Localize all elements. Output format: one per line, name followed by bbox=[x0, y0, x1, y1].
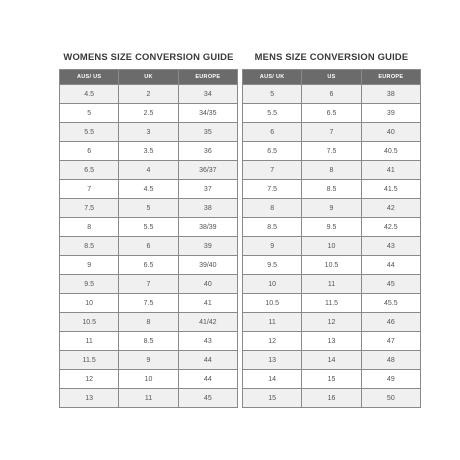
table-cell: 37 bbox=[178, 180, 237, 199]
table-row bbox=[243, 275, 421, 294]
col-header-us: US bbox=[302, 70, 361, 85]
table-cell: 11 bbox=[60, 332, 119, 351]
womens-guide-title: WOMENS SIZE CONVERSION GUIDE bbox=[63, 51, 234, 62]
table-cell: 13 bbox=[60, 389, 119, 408]
table-row bbox=[243, 294, 421, 313]
table-row bbox=[243, 218, 421, 237]
table-cell: 45.5 bbox=[361, 294, 420, 313]
table-row bbox=[60, 123, 238, 142]
table-cell: 8.5 bbox=[60, 237, 119, 256]
table-cell: 38 bbox=[361, 85, 420, 104]
table-cell: 10 bbox=[302, 237, 361, 256]
table-row bbox=[243, 180, 421, 199]
table-cell: 14 bbox=[243, 370, 302, 389]
table-cell: 11 bbox=[119, 389, 178, 408]
table-cell: 34/35 bbox=[178, 104, 237, 123]
table-cell: 8 bbox=[119, 313, 178, 332]
table-cell: 10.5 bbox=[302, 256, 361, 275]
table-cell: 47 bbox=[361, 332, 420, 351]
table-row bbox=[243, 370, 421, 389]
mens-size-table bbox=[242, 69, 421, 408]
table-cell: 11.5 bbox=[60, 351, 119, 370]
table-row bbox=[243, 123, 421, 142]
table-cell: 8.5 bbox=[243, 218, 302, 237]
table-cell: 10 bbox=[243, 275, 302, 294]
table-cell: 36/37 bbox=[178, 161, 237, 180]
table-cell: 2 bbox=[119, 85, 178, 104]
table-cell: 45 bbox=[178, 389, 237, 408]
table-cell: 7 bbox=[243, 161, 302, 180]
table-row bbox=[60, 104, 238, 123]
table-cell: 50 bbox=[361, 389, 420, 408]
table-row bbox=[243, 256, 421, 275]
table-cell: 34 bbox=[178, 85, 237, 104]
table-cell: 7 bbox=[302, 123, 361, 142]
womens-size-guide bbox=[59, 50, 238, 408]
table-cell: 39/40 bbox=[178, 256, 237, 275]
table-cell: 4.5 bbox=[119, 180, 178, 199]
table-row bbox=[243, 85, 421, 104]
table-row bbox=[243, 237, 421, 256]
table-cell: 5.5 bbox=[60, 123, 119, 142]
table-cell: 3 bbox=[119, 123, 178, 142]
table-cell: 4.5 bbox=[60, 85, 119, 104]
table-cell: 6 bbox=[60, 142, 119, 161]
table-cell: 6 bbox=[243, 123, 302, 142]
table-cell: 3.5 bbox=[119, 142, 178, 161]
table-cell: 44 bbox=[361, 256, 420, 275]
table-cell: 9 bbox=[60, 256, 119, 275]
table-cell: 38/39 bbox=[178, 218, 237, 237]
table-cell: 8 bbox=[243, 199, 302, 218]
table-row bbox=[243, 199, 421, 218]
table-cell: 12 bbox=[243, 332, 302, 351]
table-row bbox=[60, 199, 238, 218]
table-row bbox=[60, 351, 238, 370]
table-cell: 35 bbox=[178, 123, 237, 142]
table-row bbox=[60, 370, 238, 389]
table-cell: 42 bbox=[361, 199, 420, 218]
table-cell: 41.5 bbox=[361, 180, 420, 199]
table-cell: 46 bbox=[361, 313, 420, 332]
table-row bbox=[243, 104, 421, 123]
table-cell: 4 bbox=[119, 161, 178, 180]
table-cell: 7 bbox=[119, 275, 178, 294]
table-row bbox=[60, 313, 238, 332]
table-cell: 40.5 bbox=[361, 142, 420, 161]
table-cell: 45 bbox=[361, 275, 420, 294]
col-header-europe: EUROPE bbox=[361, 70, 420, 85]
table-row bbox=[243, 351, 421, 370]
table-row bbox=[243, 313, 421, 332]
table-cell: 5 bbox=[243, 85, 302, 104]
table-cell: 41 bbox=[361, 161, 420, 180]
table-cell: 10 bbox=[119, 370, 178, 389]
table-cell: 7.5 bbox=[60, 199, 119, 218]
table-row bbox=[60, 218, 238, 237]
table-cell: 7.5 bbox=[302, 142, 361, 161]
table-cell: 9.5 bbox=[243, 256, 302, 275]
table-cell: 44 bbox=[178, 351, 237, 370]
table-row bbox=[60, 256, 238, 275]
table-cell: 9 bbox=[302, 199, 361, 218]
table-cell: 16 bbox=[302, 389, 361, 408]
table-row bbox=[243, 332, 421, 351]
table-cell: 10 bbox=[60, 294, 119, 313]
table-cell: 48 bbox=[361, 351, 420, 370]
col-header-aus-us: AUS/ US bbox=[60, 70, 119, 85]
table-header-row bbox=[60, 70, 238, 85]
table-header-row bbox=[243, 70, 421, 85]
table-cell: 14 bbox=[302, 351, 361, 370]
table-cell: 39 bbox=[178, 237, 237, 256]
table-cell: 6.5 bbox=[302, 104, 361, 123]
table-cell: 7.5 bbox=[119, 294, 178, 313]
table-cell: 5 bbox=[60, 104, 119, 123]
table-cell: 11 bbox=[302, 275, 361, 294]
table-cell: 43 bbox=[361, 237, 420, 256]
mens-size-guide bbox=[242, 50, 421, 408]
table-row bbox=[60, 389, 238, 408]
table-cell: 8 bbox=[60, 218, 119, 237]
table-cell: 36 bbox=[178, 142, 237, 161]
table-row bbox=[60, 237, 238, 256]
table-cell: 42.5 bbox=[361, 218, 420, 237]
table-row bbox=[60, 275, 238, 294]
table-cell: 41/42 bbox=[178, 313, 237, 332]
table-cell: 11 bbox=[243, 313, 302, 332]
table-cell: 5.5 bbox=[119, 218, 178, 237]
table-cell: 11.5 bbox=[302, 294, 361, 313]
table-cell: 7 bbox=[60, 180, 119, 199]
womens-size-table bbox=[59, 69, 238, 408]
table-cell: 12 bbox=[60, 370, 119, 389]
table-row bbox=[60, 85, 238, 104]
table-cell: 5.5 bbox=[243, 104, 302, 123]
table-cell: 15 bbox=[243, 389, 302, 408]
table-cell: 43 bbox=[178, 332, 237, 351]
table-cell: 9 bbox=[243, 237, 302, 256]
table-row bbox=[243, 142, 421, 161]
table-row bbox=[60, 142, 238, 161]
table-cell: 9.5 bbox=[60, 275, 119, 294]
table-cell: 8.5 bbox=[119, 332, 178, 351]
table-cell: 13 bbox=[243, 351, 302, 370]
table-row bbox=[243, 161, 421, 180]
table-cell: 38 bbox=[178, 199, 237, 218]
table-cell: 44 bbox=[178, 370, 237, 389]
table-cell: 40 bbox=[361, 123, 420, 142]
table-cell: 39 bbox=[361, 104, 420, 123]
table-cell: 15 bbox=[302, 370, 361, 389]
table-cell: 8 bbox=[302, 161, 361, 180]
table-row bbox=[60, 294, 238, 313]
table-cell: 40 bbox=[178, 275, 237, 294]
table-cell: 5 bbox=[119, 199, 178, 218]
table-cell: 7.5 bbox=[243, 180, 302, 199]
table-cell: 10.5 bbox=[243, 294, 302, 313]
table-row bbox=[60, 332, 238, 351]
table-cell: 41 bbox=[178, 294, 237, 313]
table-cell: 2.5 bbox=[119, 104, 178, 123]
table-cell: 13 bbox=[302, 332, 361, 351]
womens-table-body bbox=[60, 85, 238, 408]
table-cell: 6.5 bbox=[119, 256, 178, 275]
table-row bbox=[243, 389, 421, 408]
table-cell: 12 bbox=[302, 313, 361, 332]
table-cell: 49 bbox=[361, 370, 420, 389]
table-cell: 9 bbox=[119, 351, 178, 370]
table-cell: 6 bbox=[302, 85, 361, 104]
table-row bbox=[60, 180, 238, 199]
table-cell: 6.5 bbox=[60, 161, 119, 180]
col-header-europe: EUROPE bbox=[178, 70, 237, 85]
table-row bbox=[60, 161, 238, 180]
mens-guide-title: MENS SIZE CONVERSION GUIDE bbox=[254, 51, 409, 62]
table-cell: 8.5 bbox=[302, 180, 361, 199]
table-cell: 6 bbox=[119, 237, 178, 256]
table-cell: 10.5 bbox=[60, 313, 119, 332]
mens-table-body bbox=[243, 85, 421, 408]
table-cell: 6.5 bbox=[243, 142, 302, 161]
col-header-uk: UK bbox=[119, 70, 178, 85]
table-cell: 9.5 bbox=[302, 218, 361, 237]
col-header-aus-uk: AUS/ UK bbox=[243, 70, 302, 85]
